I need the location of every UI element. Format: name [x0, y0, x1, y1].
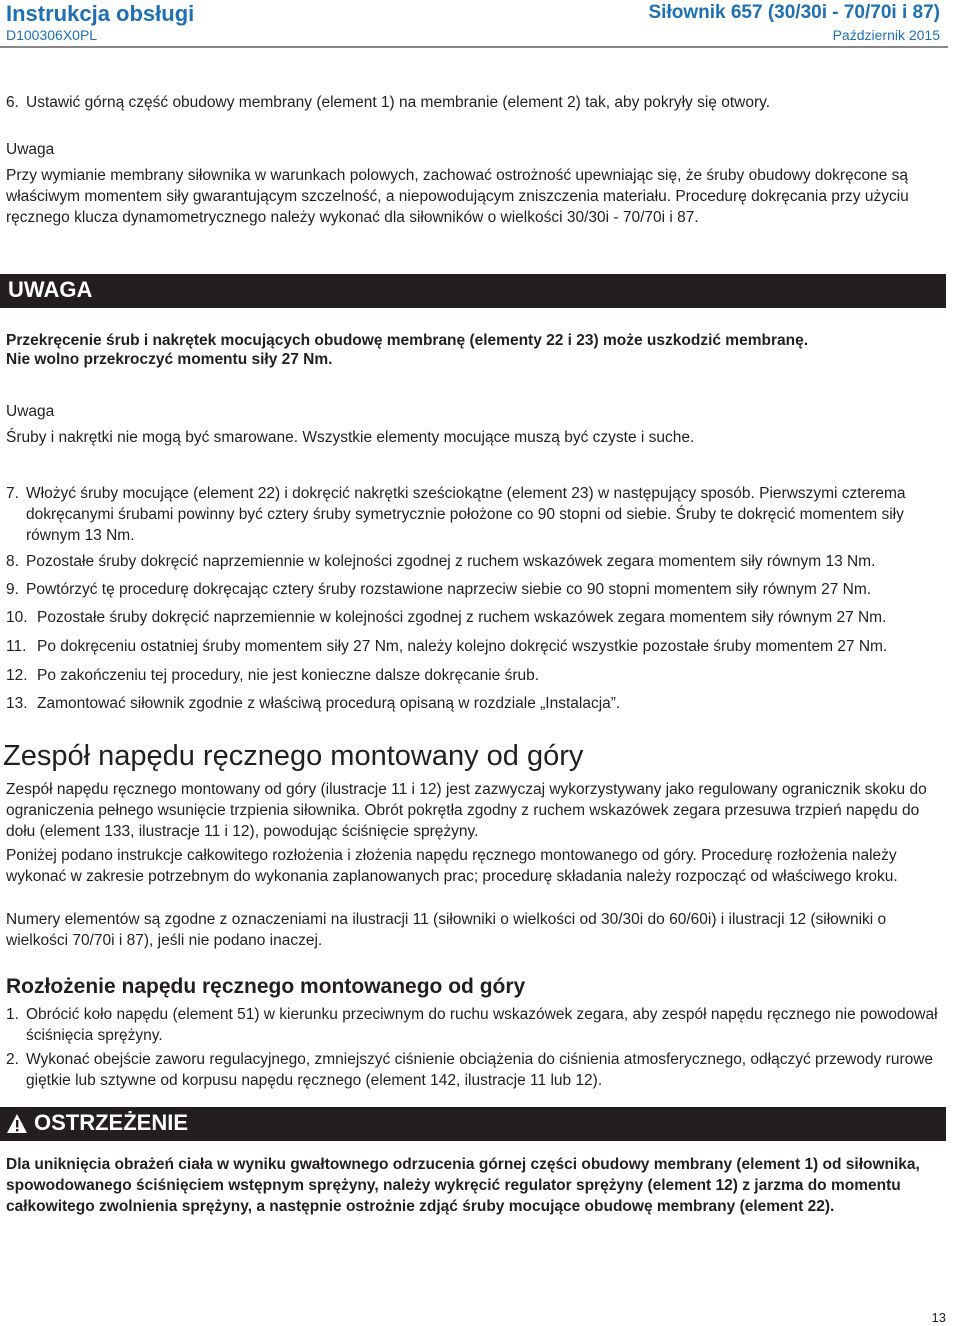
step-text: Ustawić górną część obudowy membrany (element 1) na membranie (element 2) tak, aby pokryły się otwory.	[26, 94, 771, 111]
step-text: Pozostałe śruby dokręcić naprzemiennie w kolejności zgodnej z ruchem wskazówek zegara momentem siły równym 13 Nm.	[26, 553, 876, 570]
caution-text-line2: Nie wolno przekroczyć momentu siły 27 Nm.	[6, 351, 333, 368]
step-text: Powtórzyć tę procedurę dokręcając cztery śruby rozstawione naprzeciw siebie co 90 stopni momentem siły równym 27 Nm.	[26, 581, 872, 598]
note-heading: Uwaga	[6, 403, 55, 420]
caution-text-line1: Przekręcenie śrub i nakrętek mocujących obudowę membranę (elementy 22 i 23) może uszkodzić membranę.	[6, 332, 808, 349]
note-heading: Uwaga	[6, 141, 55, 158]
step-number: 10.	[6, 609, 28, 626]
step-text: Po zakończeniu tej procedury, nie jest konieczne dalsze dokręcanie śrub.	[37, 667, 540, 684]
page-number: 13	[931, 1310, 946, 1325]
step-number: 6.	[6, 94, 19, 111]
note-text: Przy wymianie membrany siłownika w warunkach polowych, zachować ostrożność upewniając się, że śruby obudowy dokręcone są właściwym momentem siły gwarantującym szczelność, a niepowodującym zniszczenia materiału. Procedurę dokręcania przy użyciu ręcznego klucza dynamometrycznego należy wykonać dla siłowników o wielkości 30/30i - 70/70i i 87.	[6, 167, 909, 226]
subsection-heading: Rozłożenie napędu ręcznego montowanego od góry	[6, 975, 526, 998]
step-text: Włożyć śruby mocujące (element 22) i dokręcić nakrętki sześciokątne (element 23) w następujący sposób. Pierwszymi czterema dokręcanymi śrubami powinny być cztery śruby symetrycznie położone co 90 stopni od siebie. Śruby te dokręcić momentem siły równym 13 Nm.	[26, 485, 906, 544]
step-text: Wykonać obejście zaworu regulacyjnego, zmniejszyć ciśnienie obciążenia do ciśnienia atmosferycznego, odłączyć przewody rurowe giętkie lub sztywne od korpusu napędu ręcznego (element 142, ilustracje 11 lub 12).	[26, 1051, 934, 1089]
product-title: Siłownik 657 (30/30i - 70/70i i 87)	[648, 2, 940, 23]
warning-banner	[0, 1107, 946, 1141]
document-code: D100306X0PL	[6, 27, 98, 43]
warning-icon	[6, 1113, 28, 1134]
document-date: Październik 2015	[832, 27, 940, 43]
step-text: Obrócić koło napędu (element 51) w kierunku przeciwnym do ruchu wskazówek zegara, aby zespół napędu ręcznego nie powodował ściśnięcia sprężyny.	[26, 1006, 938, 1044]
caution-banner	[0, 274, 946, 308]
header-rule	[0, 46, 948, 48]
step-number: 9.	[6, 581, 19, 598]
warning-text: Dla uniknięcia obrażeń ciała w wyniku gwałtownego odrzucenia górnej części obudowy membrany (element 1) od siłownika, spowodowanego ściśnięciem wstępnym sprężyny, należy wykręcić regulator sprężyny (element 12) z jarzma do momentu całkowitego zwolnienia sprężyny, a następnie ostrożnie zdjąć śruby mocujące obudowę membrany (element 22).	[6, 1156, 920, 1215]
step-number: 11.	[6, 638, 27, 655]
document-title: Instrukcja obsługi	[6, 1, 195, 26]
step-number: 2.	[6, 1051, 19, 1068]
warning-label: OSTRZEŻENIE	[34, 1110, 189, 1135]
section-heading: Zespół napędu ręcznego montowany od góry	[3, 740, 584, 772]
section-paragraph: Poniżej podano instrukcje całkowitego rozłożenia i złożenia napędu ręcznego montowanego od góry. Procedurę rozłożenia należy wykonać w zakresie potrzebnym do wykonania zaplanowanych prac; procedurę składania należy rozpocząć od właściwego kroku.	[6, 847, 898, 885]
step-number: 13.	[6, 695, 28, 712]
step-number: 7.	[6, 485, 19, 502]
step-text: Po dokręceniu ostatniej śruby momentem siły 27 Nm, należy kolejno dokręcić wszystkie pozostałe śruby momentem 27 Nm.	[37, 638, 888, 655]
section-paragraph: Zespół napędu ręcznego montowany od góry (ilustracje 11 i 12) jest zazwyczaj wykorzystywany jako regulowany ogranicznik skoku do ograniczenia pełnego wsunięcie trzpienia siłownika. Obrót pokrętła zgodny z ruchem wskazówek zegara przesuwa trzpień napędu do dołu (element 133, ilustracje 11 i 12), powodując ściśnięcie sprężyny.	[6, 781, 927, 840]
step-text: Zamontować siłownik zgodnie z właściwą procedurą opisaną w rozdziale „Instalacja”.	[37, 695, 621, 712]
step-number: 8.	[6, 553, 19, 570]
step-number: 1.	[6, 1006, 19, 1023]
note-text: Śruby i nakrętki nie mogą być smarowane. Wszystkie elementy mocujące muszą być czyste i suche.	[6, 429, 695, 446]
section-paragraph: Numery elementów są zgodne z oznaczeniami na ilustracji 11 (siłowniki o wielkości od 30/30i do 60/60i) i ilustracji 12 (siłowniki o wielkości 70/70i i 87), jeśli nie podano inaczej.	[6, 911, 887, 949]
step-text: Pozostałe śruby dokręcić naprzemiennie w kolejności zgodnej z ruchem wskazówek zegara momentem siły równym 27 Nm.	[37, 609, 887, 626]
caution-label: UWAGA	[8, 277, 93, 302]
step-number: 12.	[6, 667, 28, 684]
